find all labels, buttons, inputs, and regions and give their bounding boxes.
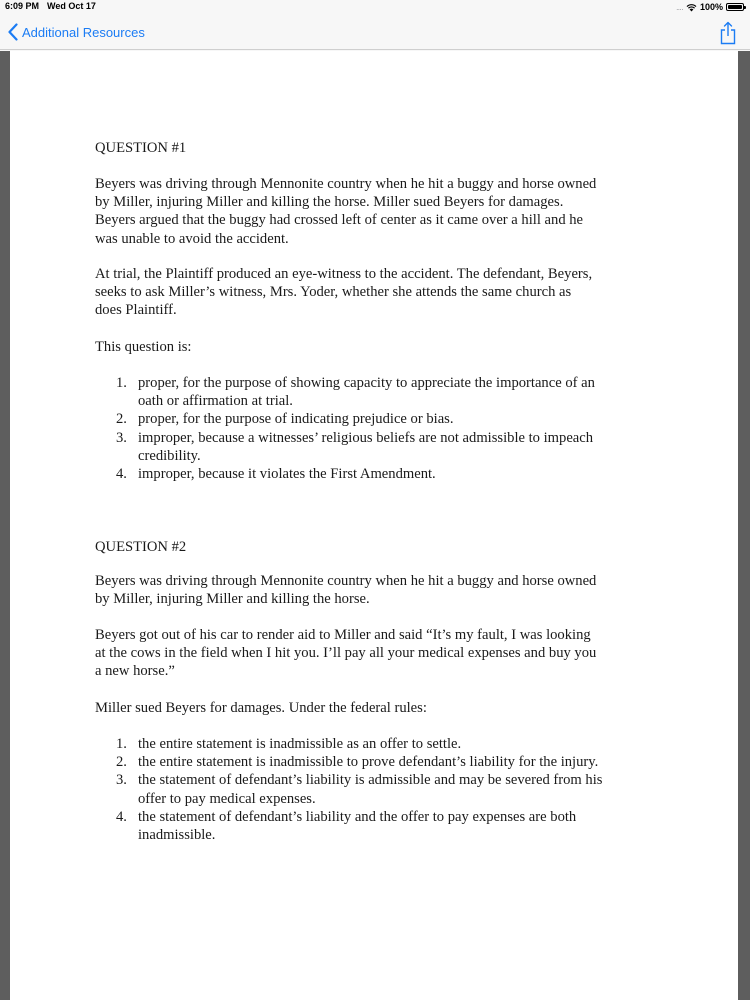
status-bar [0,0,750,14]
option-number: 1. [116,375,127,391]
text-line: Beyers was driving through Mennonite country when he hit a buggy and horse owned [95,176,597,192]
document-viewer[interactable] [0,51,750,1000]
status-time: 6:09 PM [5,1,40,11]
option-number: 2. [116,754,127,771]
text-line: the statement of defendant’s liability is admissible and may be severed from his [138,772,603,789]
text-line: the entire statement is inadmissible as an offer to settle. [138,736,462,752]
answer-option [110,808,670,844]
text-line: the entire statement is inadmissible to prove defendant’s liability for the injury. [138,754,599,771]
text-line: Miller sued Beyers for damages. Under the federal rules: [95,700,427,716]
text-line: proper, for the purpose of showing capacity to appreciate the importance of an [138,375,595,391]
text-line: improper, because it violates the First Amendment. [138,466,436,483]
answer-options [110,374,670,483]
question-paragraph [95,572,665,608]
option-number: 3. [116,772,127,789]
answer-option [110,465,670,483]
answer-option [110,410,670,428]
answer-options [110,735,670,844]
text-line: at the cows in the field when I hit you. I’ll pay all your medical expenses and buy you [95,645,597,662]
answer-option [110,374,670,410]
text-line: At trial, the Plaintiff produced an eye-witness to the accident. The defendant, Beyers, [95,266,593,282]
text-line: Beyers was driving through Mennonite country when he hit a buggy and horse owned [95,573,597,589]
navigation-bar [0,14,750,50]
question-heading: QUESTION #2 [95,539,187,555]
text-line: oath or affirmation at trial. [138,393,293,410]
chevron-left-icon [7,23,19,41]
question-paragraph [95,626,665,681]
text-line: by Miller, injuring Miller and killing the horse. [95,591,370,608]
answer-option [110,771,670,807]
text-line: proper, for the purpose of indicating prejudice or bias. [138,411,454,428]
answer-option [110,753,670,771]
question-heading: QUESTION #1 [95,140,187,156]
text-line: seeks to ask Miller’s witness, Mrs. Yoder, whether she attends the same church as [95,284,572,301]
status-date: Wed Oct 17 [47,1,96,11]
answer-option [110,429,670,465]
document-page [10,51,738,1000]
question-paragraph [95,175,665,248]
battery-level-fill [728,5,742,9]
share-icon[interactable] [718,21,738,45]
text-line: offer to pay medical expenses. [138,790,316,807]
back-button-label: Additional Resources [22,24,145,40]
text-line: Beyers argued that the buggy had crossed left of center as it came over a hill and he [95,212,584,229]
back-button[interactable] [7,14,145,50]
battery-icon [726,3,744,11]
option-number: 4. [116,808,127,825]
wifi-icon [686,3,697,12]
question-paragraph [95,265,665,320]
text-line: inadmissible. [138,827,216,844]
option-number: 2. [116,411,127,428]
cellular-signal-icon: .... [676,2,683,12]
text-line: by Miller, injuring Miller and killing the horse. Miller sued Beyers for damages. [95,194,564,211]
status-indicators [676,0,744,14]
question-prompt [95,338,665,356]
option-number: 4. [116,466,127,483]
option-number: 1. [116,736,127,752]
text-line: the statement of defendant’s liability and the offer to pay expenses are both [138,808,577,825]
text-line: does Plaintiff. [95,302,177,319]
answer-option [110,735,670,753]
text-line: improper, because a witnesses’ religious beliefs are not admissible to impeach [138,429,594,446]
question-prompt [95,699,665,717]
text-line: was unable to avoid the accident. [95,230,289,247]
text-line: a new horse.” [95,663,175,680]
battery-percent: 100% [699,2,723,12]
text-line: Beyers got out of his car to render aid to Miller and said “It’s my fault, I was looking [95,627,591,643]
text-line: This question is: [95,339,192,355]
text-line: credibility. [138,447,201,464]
option-number: 3. [116,429,127,446]
